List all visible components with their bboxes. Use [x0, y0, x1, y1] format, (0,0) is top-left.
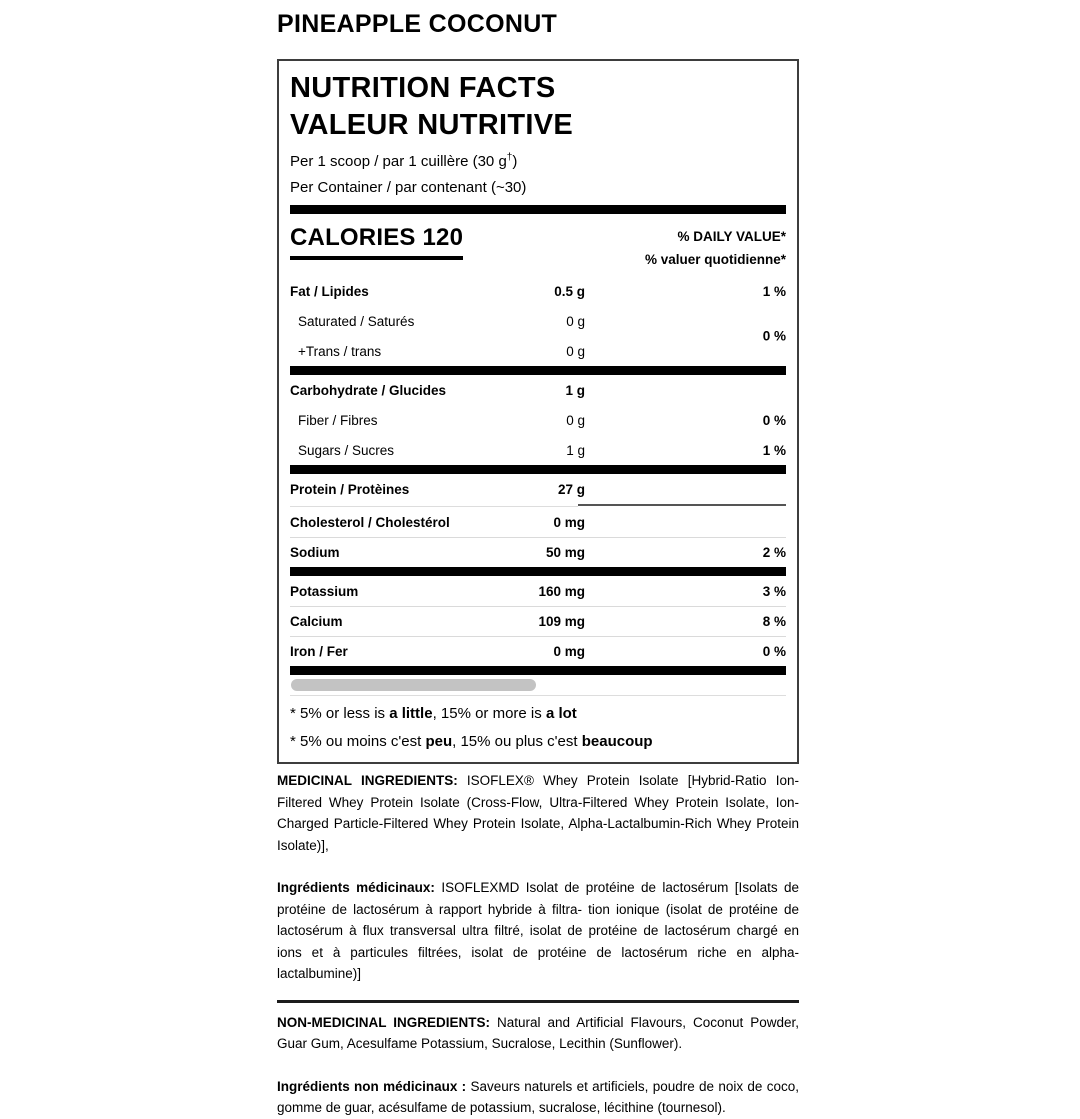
- row-sugars: [290, 435, 786, 465]
- footnote-en-bold1: a little: [389, 705, 433, 722]
- footnote-fr-bold2: beaucoup: [581, 733, 653, 750]
- sodium-dv: 2 %: [762, 545, 786, 560]
- footnote-fr-bold1: peu: [425, 733, 453, 750]
- serving-size-line: [290, 153, 786, 170]
- saturated-amount: 0 g: [566, 313, 585, 329]
- row-iron: [290, 636, 786, 666]
- protein-separator-right: [578, 504, 786, 507]
- nonmedicinal-ingredients-en-text: Natural and Artificial Flavours, Coconut Powder, Guar Gum, Acesulfame Potassium, Sucralose, Lecithin (Sunflower).: [277, 1014, 799, 1051]
- potassium-amount: 160 mg: [538, 583, 585, 599]
- fat-label: Fat / Lipides: [290, 283, 369, 299]
- cholesterol-amount: 0 mg: [553, 514, 585, 530]
- saturated-label: Saturated / Saturés: [298, 313, 415, 329]
- trans-label: +Trans / trans: [298, 343, 382, 359]
- fiber-dv: 0 %: [762, 412, 786, 428]
- row-carbohydrate: [290, 375, 786, 405]
- footnote-en-bold2: a lot: [545, 705, 577, 722]
- calcium-dv: 8 %: [762, 614, 786, 629]
- serving-size-text: Per 1 scoop / par 1 cuillère (30 g: [290, 153, 507, 170]
- row-calcium: [290, 606, 786, 636]
- trans-amount: 0 g: [566, 343, 585, 359]
- calories-value: CALORIES 120: [290, 224, 463, 260]
- blurred-text-placeholder: [291, 679, 536, 691]
- protein-amount: 27 g: [557, 481, 585, 497]
- fiber-label: Fiber / Fibres: [298, 412, 378, 428]
- footnote-fr-pre: * 5% ou moins c'est: [290, 733, 426, 750]
- per-container-line: Per Container / par contenant (~30): [290, 179, 527, 196]
- potassium-label: Potassium: [290, 583, 359, 599]
- section-divider: [277, 1000, 799, 1003]
- thick-separator-bar: [290, 666, 786, 675]
- panel-title-en: NUTRITION FACTS: [290, 72, 556, 104]
- sugars-amount: 1 g: [566, 442, 585, 458]
- medicinal-ingredients-en-label: MEDICINAL INGREDIENTS:: [277, 773, 458, 788]
- nonmedicinal-ingredients-fr-label: Ingrédients non médicinaux :: [277, 1078, 467, 1094]
- row-protein: [290, 474, 786, 504]
- footnote-en: [290, 705, 786, 722]
- saturated-trans-dv: 0 %: [762, 328, 786, 344]
- row-fiber: [290, 405, 786, 435]
- thick-separator-bar: [290, 567, 786, 576]
- dagger-symbol: †: [506, 152, 513, 163]
- fat-amount: 0.5 g: [554, 283, 585, 299]
- carbohydrate-label: Carbohydrate / Glucides: [290, 382, 447, 398]
- fiber-amount: 0 g: [566, 412, 585, 428]
- nutrition-facts-panel: [277, 59, 799, 764]
- iron-label: Iron / Fer: [290, 644, 348, 659]
- protein-label: Protein / Protèines: [290, 481, 410, 497]
- calcium-amount: 109 mg: [538, 614, 585, 629]
- medicinal-ingredients-en: [277, 770, 799, 856]
- medicinal-ingredients-fr-text: ISOFLEXMD Isolat de protéine de lactosérum [Isolats de protéine de lactosérum à rapport hybride à filtra- tion ionique (isolat de protéine de lactosérum à flux transversal ultra filtré, isolat de protéine de lactosérum chargé en ions et à particules filtrées, isolat de protéine de lactosérum riche en alpha-lactalbumine)]: [277, 880, 799, 981]
- cholesterol-label: Cholesterol / Cholestérol: [290, 514, 450, 530]
- calcium-label: Calcium: [290, 614, 343, 629]
- row-fat: [290, 276, 786, 306]
- potassium-dv: 3 %: [762, 583, 786, 599]
- row-trans: [290, 336, 786, 366]
- saturated-trans-group: [290, 306, 786, 366]
- iron-amount: 0 mg: [553, 644, 585, 659]
- label-content: [277, 0, 799, 1119]
- row-potassium: [290, 576, 786, 606]
- daily-value-header: [645, 224, 786, 271]
- thick-separator-bar: [290, 205, 786, 214]
- blurred-text-row: [290, 675, 786, 696]
- footnote-en-mid: , 15% or more is: [432, 705, 546, 722]
- fat-dv: 1 %: [762, 283, 786, 299]
- medicinal-ingredients-en-text: ISOFLEX® Whey Protein Isolate [Hybrid-Ratio Ion-Filtered Whey Protein Isolate (Cross-Flow, Ultra-Filtered Whey Protein Isolate, Ion-Charged Particle-Filtered Whey Protein Isolate, Alpha-Lactalbumin-Rich Whey Protein Isolate)],: [277, 773, 799, 853]
- protein-separator-left: [290, 504, 578, 507]
- carbohydrate-amount: 1 g: [565, 382, 585, 398]
- thick-separator-bar: [290, 465, 786, 474]
- footnote-fr: [290, 733, 786, 750]
- sodium-label: Sodium: [290, 545, 340, 560]
- row-cholesterol: [290, 507, 786, 537]
- sugars-label: Sugars / Sucres: [298, 442, 395, 458]
- nonmedicinal-ingredients-en-label: NON-MEDICINAL INGREDIENTS:: [277, 1014, 490, 1030]
- medicinal-ingredients-fr-label: Ingrédients médicinaux:: [277, 880, 435, 895]
- daily-value-header-fr: % valuer quotidienne*: [644, 252, 786, 267]
- nonmedicinal-ingredients-fr: [277, 1076, 799, 1119]
- row-saturated: [290, 306, 786, 336]
- calories-header-row: [290, 224, 786, 271]
- sugars-dv: 1 %: [762, 442, 786, 458]
- protein-separator: [290, 504, 786, 507]
- sodium-amount: 50 mg: [545, 545, 585, 560]
- footnote-en-pre: * 5% or less is: [290, 705, 390, 722]
- thick-separator-bar: [290, 366, 786, 375]
- serving-size-close: ): [512, 153, 518, 170]
- daily-value-header-en: % DAILY VALUE*: [677, 229, 786, 244]
- nonmedicinal-ingredients-fr-text: Saveurs naturels et artificiels, poudre de noix de coco, gomme de guar, acésulfame de potassium, sucralose, lécithine (tournesol).: [277, 1078, 799, 1115]
- panel-title-fr: VALEUR NUTRITIVE: [290, 109, 573, 141]
- flavor-title: PINEAPPLE COCONUT: [277, 10, 558, 38]
- footnote-fr-mid: , 15% ou plus c'est: [452, 733, 582, 750]
- iron-dv: 0 %: [762, 644, 786, 659]
- medicinal-ingredients-fr: [277, 877, 799, 985]
- nonmedicinal-ingredients-en: [277, 1012, 799, 1055]
- nutrient-rows: [290, 276, 786, 750]
- row-sodium: [290, 537, 786, 567]
